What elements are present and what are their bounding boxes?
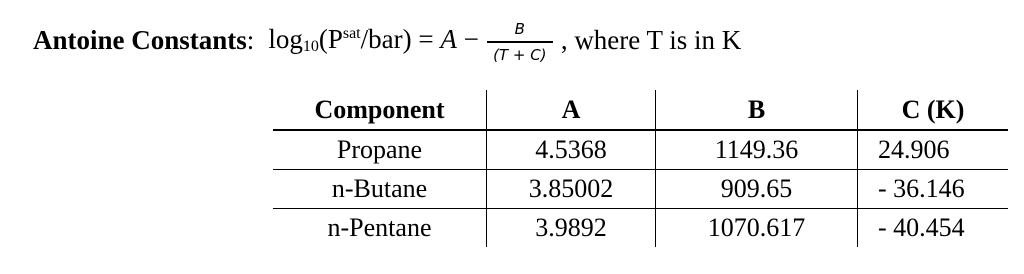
table-header-row [273, 90, 1008, 130]
cell-a: 3.85002 [487, 170, 656, 209]
cell-component: n-Butane [273, 170, 487, 209]
cell-b: 1070.617 [656, 209, 858, 248]
header-component: Component [273, 90, 487, 130]
cell-b: 909.65 [656, 170, 858, 209]
cell-c: - 36.146 [858, 170, 1009, 209]
pressure-superscript: sat [342, 25, 361, 42]
antoine-equation-heading [33, 18, 741, 62]
pressure-open: (P [318, 24, 343, 54]
table-row [273, 209, 1008, 248]
cell-a: 3.9892 [487, 209, 656, 248]
heading-colon: : [246, 24, 255, 55]
log-base: 10 [302, 38, 319, 55]
fraction-denominator: (T + C) [493, 45, 547, 64]
header-a: A [487, 90, 656, 130]
antoine-equation [268, 24, 479, 56]
cell-component: Propane [273, 130, 487, 170]
cell-c: 24.906 [858, 130, 1009, 170]
heading-tail: , where T is in K [560, 24, 742, 55]
table-row [273, 170, 1008, 209]
cell-b: 1149.36 [656, 130, 858, 170]
fraction [487, 20, 553, 64]
header-b: B [656, 90, 858, 130]
table-row [273, 130, 1008, 170]
log-text: log [268, 24, 303, 54]
cell-a: 4.5368 [487, 130, 656, 170]
cell-c: - 40.454 [858, 209, 1009, 248]
header-c: C (K) [858, 90, 1009, 130]
heading-label: Antoine Constants [33, 24, 247, 55]
minus-sign: − [456, 24, 479, 54]
antoine-constants-table [273, 90, 1008, 247]
constant-a: A [440, 24, 457, 54]
cell-component: n-Pentane [273, 209, 487, 248]
fraction-numerator: B [514, 20, 525, 39]
pressure-close: /bar) = [360, 24, 441, 54]
